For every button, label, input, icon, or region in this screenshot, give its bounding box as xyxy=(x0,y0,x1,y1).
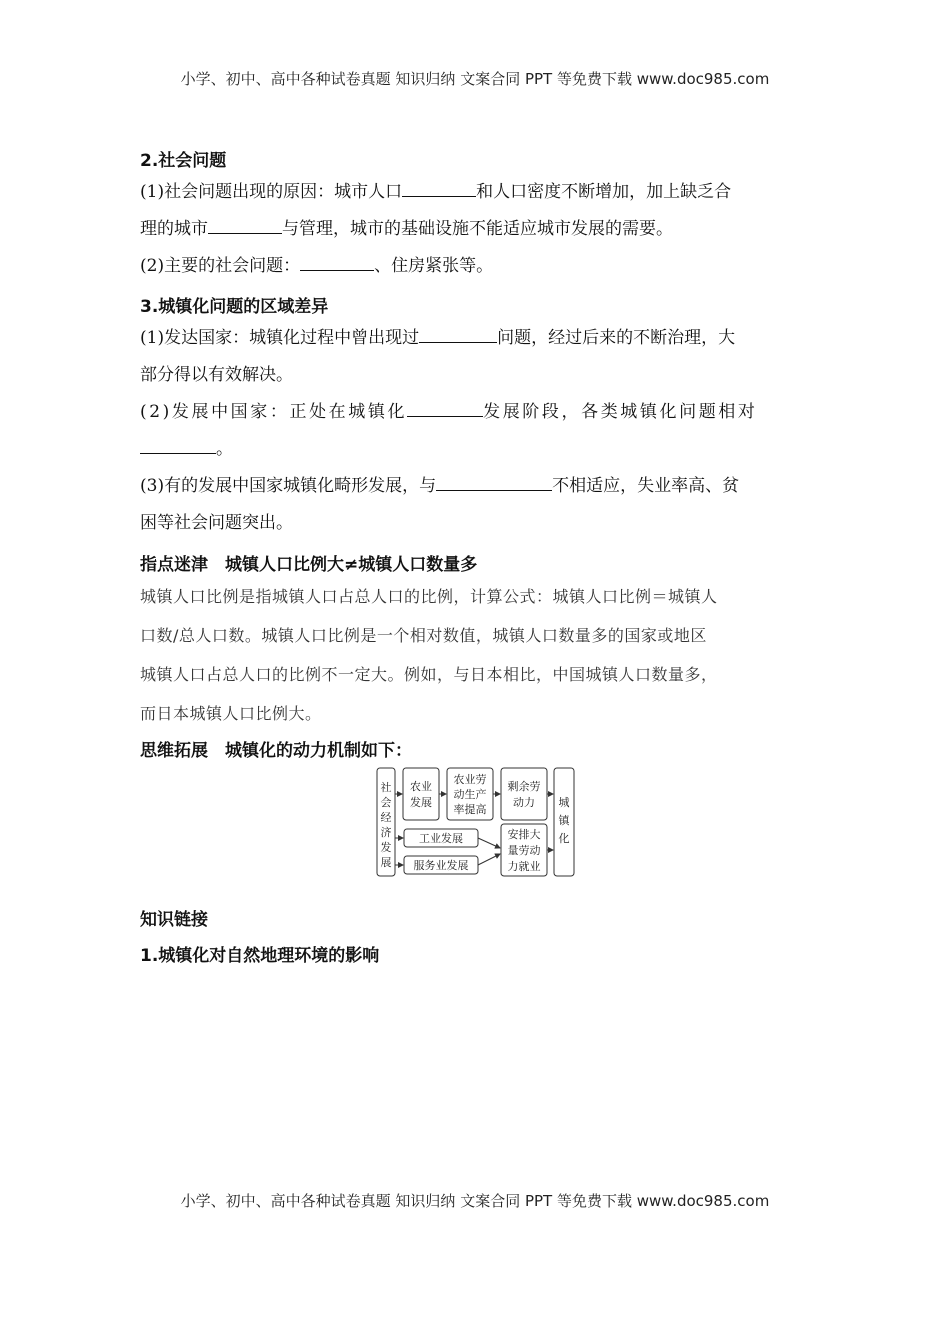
text: 、住房紧张等。 xyxy=(374,256,494,276)
tip-line: 而日本城镇人口比例大。 xyxy=(140,704,322,723)
fill-blank[interactable] xyxy=(407,400,483,417)
diagram-label: 剩余劳 xyxy=(507,780,541,793)
page-header: 小学、初中、高中各种试卷真题 知识归纳 文案合同 PPT 等免费下载 www.doc985.com xyxy=(180,70,770,88)
diagram-label: 农业 xyxy=(410,780,432,793)
fill-blank[interactable] xyxy=(140,437,216,454)
box-agriculture-development xyxy=(403,768,439,820)
text: (1)发达国家：城镇化过程中曾出现过 xyxy=(140,328,420,348)
diagram-label: 工业发展 xyxy=(419,832,463,845)
text: (1)社会问题出现的原因：城市人口 xyxy=(140,182,403,202)
tip-line: 城镇人口占总人口的比例不一定大。例如，与日本相比，中国城镇人口数量多， xyxy=(140,665,718,684)
text: 发展阶段，各类城镇化问题相对 xyxy=(483,402,758,422)
diagram-label: 发 xyxy=(380,841,392,854)
arrow xyxy=(478,838,500,848)
text: 和人口密度不断增加，加上缺乏合 xyxy=(476,182,732,202)
diagram-label: 动力 xyxy=(513,796,535,809)
diagram-label: 发展 xyxy=(410,796,432,809)
text: (2)主要的社会问题： xyxy=(140,256,301,276)
diagram-label: 动生产 xyxy=(453,788,487,801)
diagram-label: 展 xyxy=(380,856,392,869)
paragraph-2-2 xyxy=(140,248,810,285)
diagram-label: 服务业发展 xyxy=(413,859,469,872)
diagram-label: 化 xyxy=(558,832,570,845)
text: 困等社会问题突出。 xyxy=(140,513,293,533)
tip-line: 口数/总人口数。城镇人口比例是一个相对数值，城镇人口数量多的国家或地区 xyxy=(140,626,707,645)
paragraph-2-1 xyxy=(140,174,810,248)
text: 问题，经过后来的不断治理，大 xyxy=(497,328,736,348)
knowledge-link-title: 知识链接 xyxy=(140,910,208,930)
paragraph-3-1 xyxy=(140,320,810,394)
tip-line: 城镇人口比例是指城镇人口占总人口的比例，计算公式：城镇人口比例＝城镇人 xyxy=(140,587,718,606)
diagram-label: 经 xyxy=(380,811,392,824)
fill-blank[interactable] xyxy=(300,254,374,271)
extension-title: 思维拓展 城镇化的动力机制如下： xyxy=(140,741,412,761)
fill-blank[interactable] xyxy=(208,217,282,234)
diagram-label: 会 xyxy=(380,796,392,809)
section-3-title: 3.城镇化问题的区域差异 xyxy=(140,297,329,317)
urbanization-mechanism-diagram xyxy=(376,766,606,880)
page-footer: 小学、初中、高中各种试卷真题 知识归纳 文案合同 PPT 等免费下载 www.doc985.com xyxy=(180,1192,770,1210)
text: (3)有的发展中国家城镇化畸形发展，与 xyxy=(140,476,437,496)
fill-blank[interactable] xyxy=(402,180,476,197)
box-surplus-labor xyxy=(501,768,547,820)
diagram-label: 农业劳 xyxy=(453,773,487,786)
diagram-label: 力就业 xyxy=(507,860,541,873)
paragraph-3-2 xyxy=(140,394,810,468)
knowledge-link-subtitle: 1.城镇化对自然地理环境的影响 xyxy=(140,946,380,966)
text: 不相适应，失业率高、贫 xyxy=(552,476,740,496)
diagram-label: 济 xyxy=(380,826,392,839)
text: (2)发展中国家：正处在城镇化 xyxy=(140,402,408,422)
fill-blank[interactable] xyxy=(419,326,497,343)
arrow xyxy=(478,854,500,865)
diagram-label: 镇 xyxy=(558,814,570,827)
text: 理的城市 xyxy=(140,219,208,239)
diagram-label: 量劳动 xyxy=(507,844,541,857)
text: 。 xyxy=(216,439,236,459)
diagram-label: 率提高 xyxy=(453,803,487,816)
text: 部分得以有效解决。 xyxy=(140,365,293,385)
fill-blank[interactable] xyxy=(436,474,552,491)
paragraph-3-3 xyxy=(140,468,810,542)
tip-title: 指点迷津 城镇人口比例大≠城镇人口数量多 xyxy=(140,555,478,575)
diagram-label: 安排大 xyxy=(507,828,541,841)
text: 与管理，城市的基础设施不能适应城市发展的需要。 xyxy=(282,219,673,239)
section-2-title: 2.社会问题 xyxy=(140,151,227,171)
tip-body xyxy=(140,577,810,733)
diagram-label: 城 xyxy=(558,796,570,809)
diagram-label: 社 xyxy=(380,781,392,794)
